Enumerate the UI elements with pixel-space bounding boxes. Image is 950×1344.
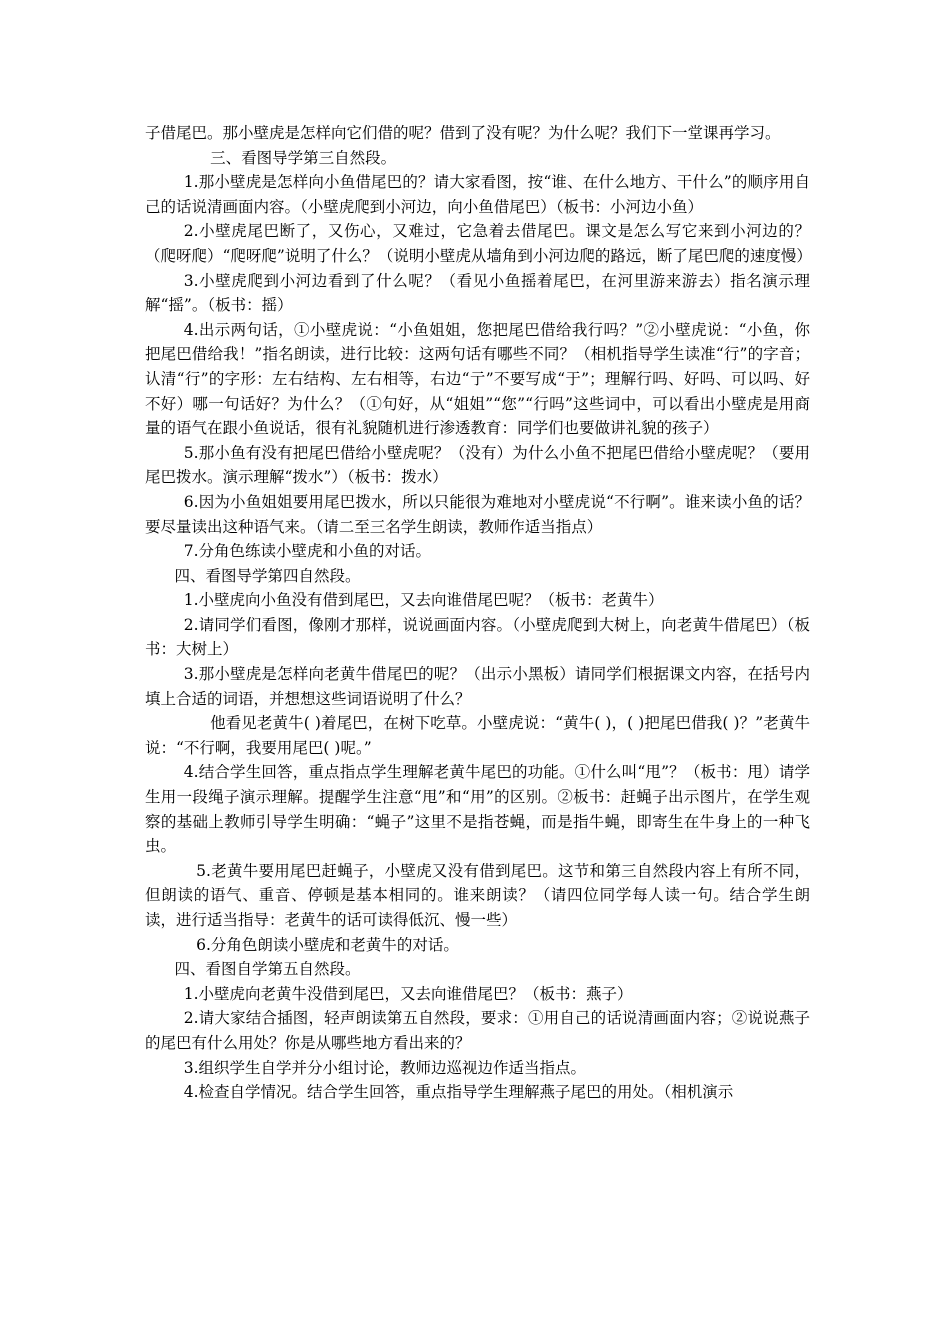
paragraph: 5.老黄牛要用尾巴赶蝇子，小壁虎又没有借到尾巴。这节和第三自然段内容上有所不同，但朗读的语气、重音、停顿是基本相同的。谁来朗读？（请四位同学每人读一句。结合学生朗读，进行适当指导：老黄牛的话可读得低沉、慢一些）: [145, 861, 810, 929]
paragraph: 四、看图导学第四自然段。: [174, 566, 361, 585]
paragraph: 2.请大家结合插图，轻声朗读第五自然段，要求：①用自己的话说清画面内容；②说说燕子的尾巴有什么用处？你是从哪些地方看出来的？: [145, 1009, 810, 1052]
paragraph: 2.小壁虎尾巴断了，又伤心，又难过，它急着去借尾巴。课文是怎么写它来到小河边的？（爬呀爬）“爬呀爬”说明了什么？（说明小壁虎从墙角到小河边爬的路远，断了尾巴爬的速度慢）: [145, 222, 812, 265]
paragraph: 四、看图自学第五自然段。: [174, 960, 361, 979]
paragraph: 7.分角色练读小壁虎和小鱼的对话。: [183, 542, 432, 561]
paragraph: 3.组织学生自学并分小组讨论，教师边巡视边作适当指点。: [183, 1058, 587, 1077]
paragraph: 4.结合学生回答，重点指点学生理解老黄牛尾巴的功能。①什么叫“甩”？（板书：甩）请学生用一段绳子演示理解。提醒学生注意“甩”和“用”的区别。②板书：赶蝇子出示图片，在学生观察的基础上教师引导学生明确：“蝇子”这里不是指苍蝇，而是指牛蝇，即寄生在牛身上的一种飞虫。: [145, 763, 810, 856]
paragraph: 4.出示两句话，①小壁虎说：“小鱼姐姐，您把尾巴借给我行吗？”②小壁虎说：“小鱼，你把尾巴借给我！”指名朗读，进行比较：这两句话有哪些不同？（相机指导学生读准“行”的字音；认清“行”的字形：左右结构、左右相等，右边“亍”不要写成“于”；理解行吗、好吗、可以吗、好不好）哪一句话好？为什么？（①句好，从“姐姐”“您”“行吗”这些词中，可以看出小壁虎是用商量的语气在跟小鱼说话，很有礼貌随机进行渗透教育：同学们也要做讲礼貌的孩子）: [145, 320, 810, 438]
paragraph: 3.小壁虎爬到小河边看到了什么呢？（看见小鱼摇着尾巴，在河里游来游去）指名演示理解“摇”。（板书：摇）: [145, 271, 810, 315]
paragraph: 他看见老黄牛( )着尾巴，在树下吃草。小壁虎说：“黄牛( )，( )把尾巴借我( )？”老黄牛说：“不行啊，我要用尾巴( )呢。”: [145, 714, 810, 757]
paragraph: 1.那小壁虎是怎样向小鱼借尾巴的？请大家看图，按“谁、在什么地方、干什么”的顺序用自己的话说清画面内容。（小壁虎爬到小河边，向小鱼借尾巴）（板书：小河边小鱼）: [145, 173, 810, 216]
paragraph: 子借尾巴。那小壁虎是怎样向它们借的呢？借到了没有呢？为什么呢？我们下一堂课再学习。: [145, 124, 781, 142]
paragraph: 1.小壁虎向小鱼没有借到尾巴，又去向谁借尾巴呢？（板书：老黄牛）: [183, 591, 664, 610]
paragraph: 4.检查自学情况。结合学生回答，重点指导学生理解燕子尾巴的用处。（相机演示: [183, 1083, 734, 1102]
paragraph: 3.那小壁虎是怎样向老黄牛借尾巴的呢？（出示小黑板）请同学们根据课文内容，在括号内填上合适的词语，并想想这些词语说明了什么？: [145, 665, 810, 708]
paragraph: 2.请同学们看图，像刚才那样，说说画面内容。（小壁虎爬到大树上，向老黄牛借尾巴）（板书：大树上）: [145, 615, 810, 659]
document-body: [145, 121, 810, 1105]
paragraph: 1.小壁虎向老黄牛没借到尾巴，又去向谁借尾巴？（板书：燕子）: [183, 984, 633, 1003]
paragraph: 6.分角色朗读小壁虎和老黄牛的对话。: [196, 935, 459, 954]
paragraph: 三、看图导学第三自然段。: [210, 148, 397, 167]
paragraph: 5.那小鱼有没有把尾巴借给小壁虎呢？（没有）为什么小鱼不把尾巴借给小壁虎呢？（要用尾巴拨水。演示理解“拨水”）（板书：拨水）: [145, 443, 810, 487]
paragraph: 6.因为小鱼姐姐要用尾巴拨水，所以只能很为难地对小壁虎说“不行啊”。谁来读小鱼的话？要尽量读出这种语气来。（请二至三名学生朗读，教师作适当指点）: [145, 492, 810, 536]
